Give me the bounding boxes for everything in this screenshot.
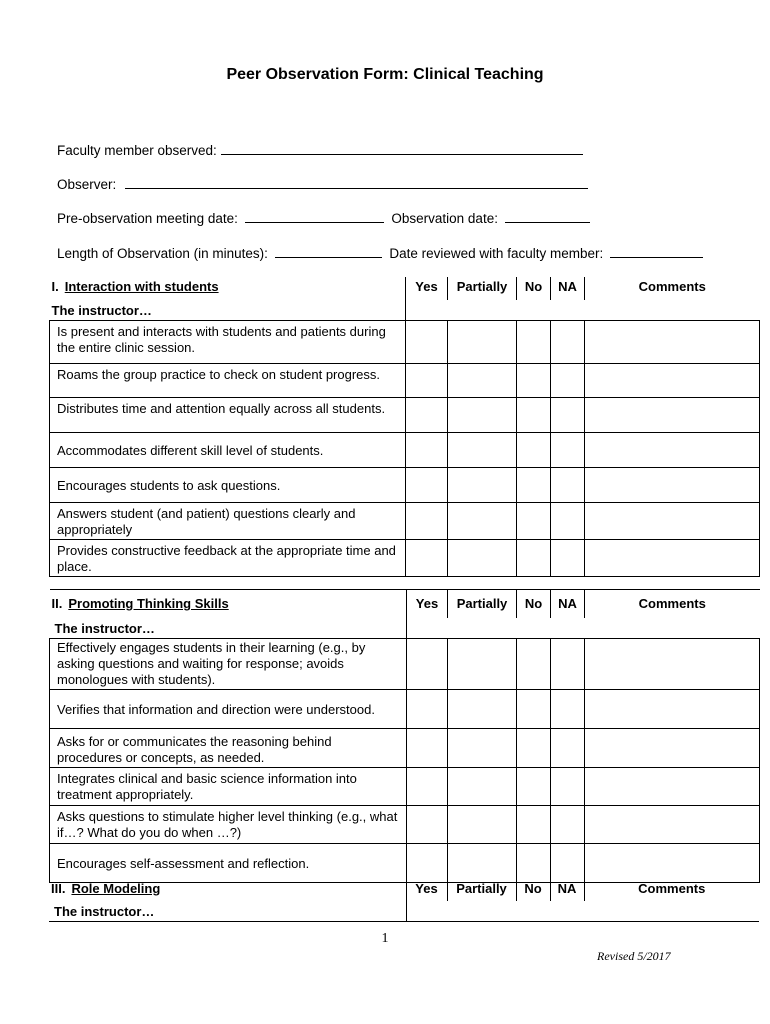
col-partially: Partially xyxy=(448,277,517,300)
section-2-name: Promoting Thinking Skills xyxy=(68,596,229,611)
table-row xyxy=(50,638,760,689)
na-cell[interactable] xyxy=(551,638,585,689)
partially-cell[interactable] xyxy=(448,805,517,843)
col-na: NA xyxy=(551,277,585,300)
section-1-subheading: The instructor… xyxy=(51,303,152,318)
table-row xyxy=(50,503,760,540)
col-yes: Yes xyxy=(406,879,447,901)
na-cell[interactable] xyxy=(551,540,585,577)
comments-cell[interactable] xyxy=(585,638,760,689)
section-3-subheading-row xyxy=(49,901,759,922)
criterion-text: Distributes time and attention equally across all students. xyxy=(50,398,406,433)
length-row xyxy=(57,244,703,261)
date-reviewed-label: Date reviewed with faculty member: xyxy=(389,246,604,261)
comments-cell[interactable] xyxy=(585,364,760,398)
form-title: Peer Observation Form: Clinical Teaching xyxy=(226,66,544,83)
section-3-heading xyxy=(49,879,406,901)
table-row xyxy=(50,689,760,728)
na-cell[interactable] xyxy=(551,433,585,468)
criterion-text: Accommodates different skill level of students. xyxy=(50,433,406,468)
comments-cell[interactable] xyxy=(585,468,760,503)
yes-cell[interactable] xyxy=(407,843,448,882)
partially-cell[interactable] xyxy=(448,689,517,728)
col-partially: Partially xyxy=(448,590,517,618)
yes-cell[interactable] xyxy=(406,398,448,433)
section-1-table xyxy=(49,277,760,577)
section-3-subheading: The instructor… xyxy=(54,904,155,919)
comments-cell[interactable] xyxy=(585,503,760,540)
col-partially: Partially xyxy=(447,879,516,901)
date-reviewed-field[interactable] xyxy=(610,244,703,258)
section-3-number: III. xyxy=(51,881,66,896)
col-no: No xyxy=(517,590,551,618)
observation-date-field[interactable] xyxy=(505,209,590,223)
na-cell[interactable] xyxy=(551,468,585,503)
no-cell[interactable] xyxy=(517,503,551,540)
col-na: NA xyxy=(551,590,585,618)
faculty-observed-label: Faculty member observed: xyxy=(57,143,217,158)
col-comments: Comments xyxy=(584,879,759,901)
observer-label: Observer: xyxy=(57,177,117,192)
section-2-subheading-row xyxy=(50,618,760,639)
table-row xyxy=(50,767,760,805)
no-cell[interactable] xyxy=(517,728,551,767)
na-cell[interactable] xyxy=(551,398,585,433)
comments-cell[interactable] xyxy=(585,728,760,767)
observer-row xyxy=(57,175,588,192)
col-no: No xyxy=(516,879,550,901)
no-cell[interactable] xyxy=(517,689,551,728)
criterion-text: Is present and interacts with students and patients during the entire clinic session. xyxy=(50,321,406,364)
criterion-text: Encourages self-assessment and reflection. xyxy=(50,843,407,882)
no-cell[interactable] xyxy=(517,540,551,577)
section-1-header xyxy=(50,277,760,300)
na-cell[interactable] xyxy=(551,728,585,767)
criterion-text: Encourages students to ask questions. xyxy=(50,468,406,503)
observation-date-label: Observation date: xyxy=(391,211,498,226)
faculty-observed-row xyxy=(57,141,583,158)
table-row xyxy=(50,321,760,364)
section-2-table xyxy=(49,589,760,883)
na-cell[interactable] xyxy=(551,503,585,540)
observer-field[interactable] xyxy=(125,175,588,189)
comments-cell[interactable] xyxy=(585,321,760,364)
section-2-subheading: The instructor… xyxy=(54,620,155,636)
page-number: 1 xyxy=(381,931,389,946)
partially-cell[interactable] xyxy=(448,503,517,540)
no-cell[interactable] xyxy=(517,638,551,689)
yes-cell[interactable] xyxy=(407,689,448,728)
yes-cell[interactable] xyxy=(407,728,448,767)
section-3-table xyxy=(49,879,759,922)
yes-cell[interactable] xyxy=(406,540,448,577)
col-no: No xyxy=(517,277,551,300)
yes-cell[interactable] xyxy=(406,364,448,398)
length-of-observation-field[interactable] xyxy=(275,244,382,258)
partially-cell[interactable] xyxy=(448,638,517,689)
no-cell[interactable] xyxy=(517,398,551,433)
section-1-number: I. xyxy=(51,279,59,294)
criterion-text: Roams the group practice to check on student progress. xyxy=(50,364,406,398)
faculty-observed-field[interactable] xyxy=(221,141,583,155)
no-cell[interactable] xyxy=(517,843,551,882)
table-row xyxy=(50,398,760,433)
section-1-subheading-row xyxy=(50,300,760,321)
revised-date: Revised 5/2017 xyxy=(597,949,671,963)
pre-observation-date-label: Pre-observation meeting date: xyxy=(57,211,238,226)
partially-cell[interactable] xyxy=(448,843,517,882)
no-cell[interactable] xyxy=(517,805,551,843)
section-3-name: Role Modeling xyxy=(71,881,161,896)
comments-cell[interactable] xyxy=(585,540,760,577)
criterion-text: Effectively engages students in their learning (e.g., by asking questions and waiting for response; avoids monologues with students). xyxy=(50,638,407,689)
criterion-text: Provides constructive feedback at the appropriate time and place. xyxy=(50,540,406,577)
comments-cell[interactable] xyxy=(585,398,760,433)
col-comments: Comments xyxy=(585,590,760,618)
no-cell[interactable] xyxy=(517,468,551,503)
yes-cell[interactable] xyxy=(407,805,448,843)
na-cell[interactable] xyxy=(551,321,585,364)
yes-cell[interactable] xyxy=(407,638,448,689)
col-comments: Comments xyxy=(585,277,760,300)
criterion-text: Answers student (and patient) questions clearly and appropriately xyxy=(50,503,406,540)
no-cell[interactable] xyxy=(517,433,551,468)
partially-cell[interactable] xyxy=(448,728,517,767)
partially-cell[interactable] xyxy=(448,767,517,805)
section-2-heading xyxy=(50,590,407,618)
comments-cell[interactable] xyxy=(585,805,760,843)
partially-cell[interactable] xyxy=(448,433,517,468)
comments-cell[interactable] xyxy=(585,689,760,728)
section-3-header xyxy=(49,879,759,901)
comments-cell[interactable] xyxy=(585,843,760,882)
partially-cell[interactable] xyxy=(448,398,517,433)
na-cell[interactable] xyxy=(551,767,585,805)
section-1-name: Interaction with students xyxy=(64,279,219,294)
yes-cell[interactable] xyxy=(406,433,448,468)
col-yes: Yes xyxy=(406,277,448,300)
no-cell[interactable] xyxy=(517,364,551,398)
comments-cell[interactable] xyxy=(585,767,760,805)
partially-cell[interactable] xyxy=(448,364,517,398)
section-2-header xyxy=(50,590,760,618)
criterion-text: Integrates clinical and basic science information into treatment appropriately. xyxy=(50,767,407,805)
no-cell[interactable] xyxy=(517,321,551,364)
partially-cell[interactable] xyxy=(448,540,517,577)
table-row xyxy=(50,468,760,503)
table-row xyxy=(50,364,760,398)
table-row xyxy=(50,540,760,577)
criterion-text: Verifies that information and direction were understood. xyxy=(50,689,407,728)
yes-cell[interactable] xyxy=(406,503,448,540)
comments-cell[interactable] xyxy=(585,433,760,468)
partially-cell[interactable] xyxy=(448,468,517,503)
partially-cell[interactable] xyxy=(448,321,517,364)
na-cell[interactable] xyxy=(551,805,585,843)
criterion-text: Asks for or communicates the reasoning behind procedures or concepts, as needed. xyxy=(50,728,407,767)
criterion-text: Asks questions to stimulate higher level thinking (e.g., what if…? What do you do when …?) xyxy=(50,805,407,843)
na-cell[interactable] xyxy=(551,689,585,728)
table-row xyxy=(50,728,760,767)
yes-cell[interactable] xyxy=(406,321,448,364)
table-row xyxy=(50,805,760,843)
na-cell[interactable] xyxy=(551,843,585,882)
no-cell[interactable] xyxy=(517,767,551,805)
na-cell[interactable] xyxy=(551,364,585,398)
col-yes: Yes xyxy=(407,590,448,618)
section-2-number: II. xyxy=(51,596,63,611)
section-1-heading xyxy=(50,277,406,300)
dates-row xyxy=(57,209,590,226)
pre-observation-date-field[interactable] xyxy=(245,209,384,223)
col-na: NA xyxy=(550,879,584,901)
table-row xyxy=(50,843,760,882)
length-of-observation-label: Length of Observation (in minutes): xyxy=(57,246,268,261)
yes-cell[interactable] xyxy=(407,767,448,805)
table-row xyxy=(50,433,760,468)
yes-cell[interactable] xyxy=(406,468,448,503)
